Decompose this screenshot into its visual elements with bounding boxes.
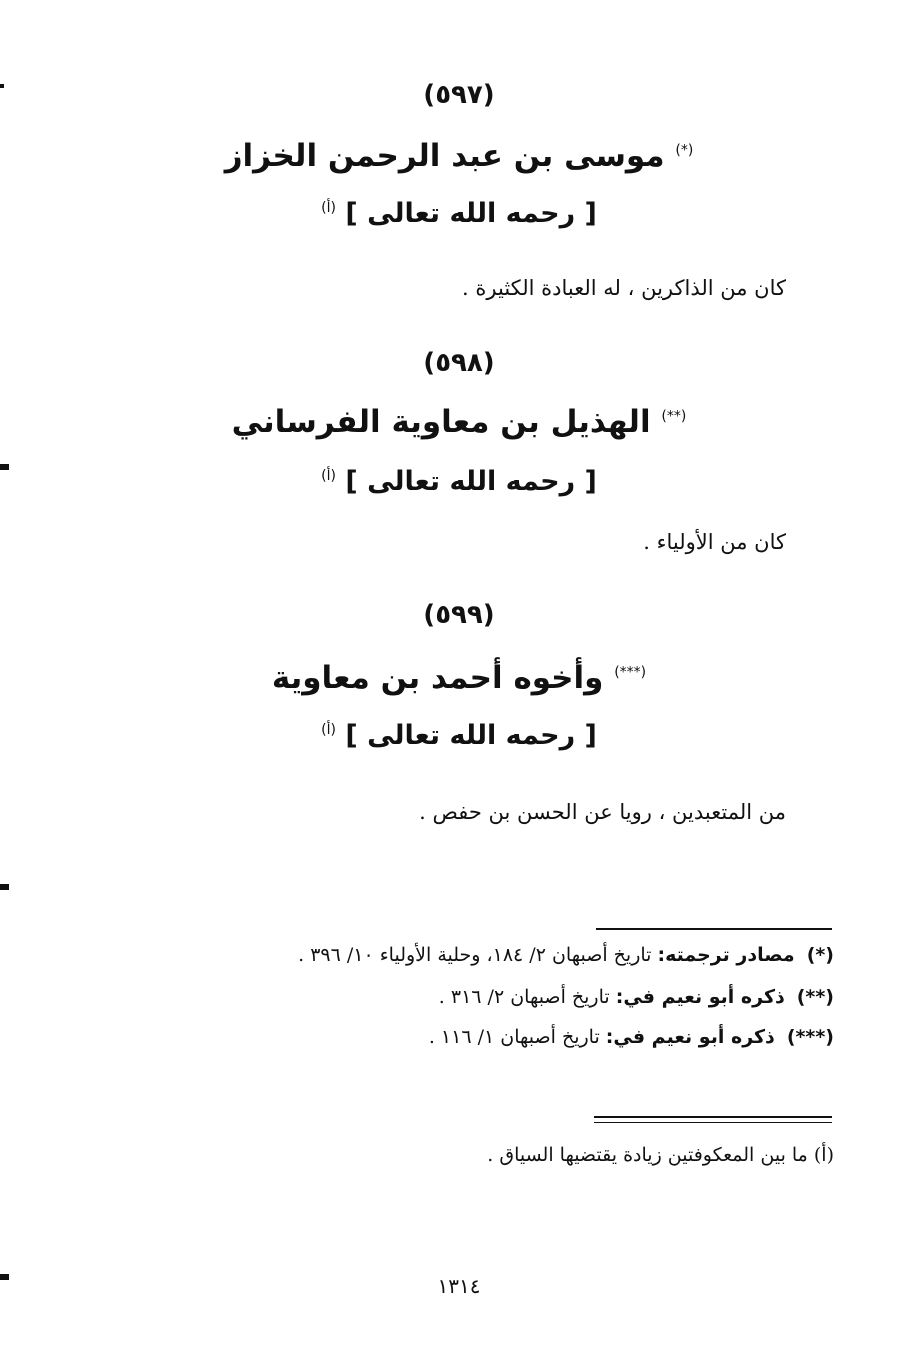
- editor-note-separator-inner: [594, 1122, 832, 1123]
- editor-note-separator: [594, 1116, 832, 1118]
- scan-edge-mark: [0, 884, 9, 890]
- scan-edge-mark: [0, 1274, 9, 1280]
- footnote-text: تاريخ أصبهان ٢/ ٣١٦ .: [438, 986, 616, 1008]
- prayer-line: [0, 198, 918, 229]
- prayer-text: [ رحمه الله تعالى ]: [345, 466, 597, 497]
- prayer-text: [ رحمه الله تعالى ]: [345, 720, 597, 751]
- footnote-lead: ذكره أبو نعيم في:: [615, 986, 785, 1008]
- footnote-marker: (*): [675, 142, 694, 159]
- footnote: [174, 1026, 834, 1048]
- footnote-lead: ذكره أبو نعيم في:: [605, 1026, 775, 1048]
- footnote-separator: [596, 928, 832, 930]
- prayer-text: [ رحمه الله تعالى ]: [345, 198, 597, 229]
- entry-text: من المتعبدين ، رويا عن الحسن بن حفص .: [419, 800, 786, 824]
- footnote-marker: (***): [614, 664, 647, 681]
- prayer-line: [0, 466, 918, 497]
- entry-text: كان من الذاكرين ، له العبادة الكثيرة .: [462, 276, 786, 300]
- footnote-lead: مصادر ترجمته:: [657, 944, 795, 966]
- footnote-marker: (**): [661, 408, 687, 425]
- footnote-text: تاريخ أصبهان ١/ ١١٦ .: [428, 1026, 606, 1048]
- footnote-marker: (***): [786, 1026, 834, 1048]
- scan-edge-mark: [0, 84, 4, 88]
- footnote: [174, 944, 834, 966]
- editor-note-marker: (أ): [321, 200, 336, 216]
- entry-text: كان من الأولياء .: [643, 530, 786, 554]
- person-name: موسى بن عبد الرحمن الخزاز: [224, 138, 665, 174]
- page-number: ١٣١٤: [437, 1274, 481, 1298]
- editor-note: (أ) ما بين المعكوفتين زيادة يقتضيها السياق .: [487, 1144, 834, 1166]
- editor-note-marker: (أ): [321, 722, 336, 738]
- person-name: الهذيل بن معاوية الفرساني: [231, 404, 651, 440]
- prayer-line: [0, 720, 918, 751]
- footnote: [174, 986, 834, 1008]
- entry-number: (٥٩٨): [423, 348, 495, 378]
- entry-number: (٥٩٩): [423, 600, 495, 630]
- person-name: وأخوه أحمد بن معاوية: [271, 660, 604, 696]
- scan-edge-mark: [0, 464, 9, 470]
- entry-title: [0, 138, 918, 174]
- entry-title: [0, 660, 918, 696]
- footnote-marker: (**): [796, 986, 834, 1008]
- footnote-text: تاريخ أصبهان ٢/ ١٨٤، وحلية الأولياء ١٠/ ٣٩٦ .: [298, 944, 658, 966]
- footnote-marker: (*): [806, 944, 834, 966]
- entry-number: (٥٩٧): [423, 80, 495, 110]
- editor-note-marker: (أ): [321, 468, 336, 484]
- entry-title: [0, 404, 918, 440]
